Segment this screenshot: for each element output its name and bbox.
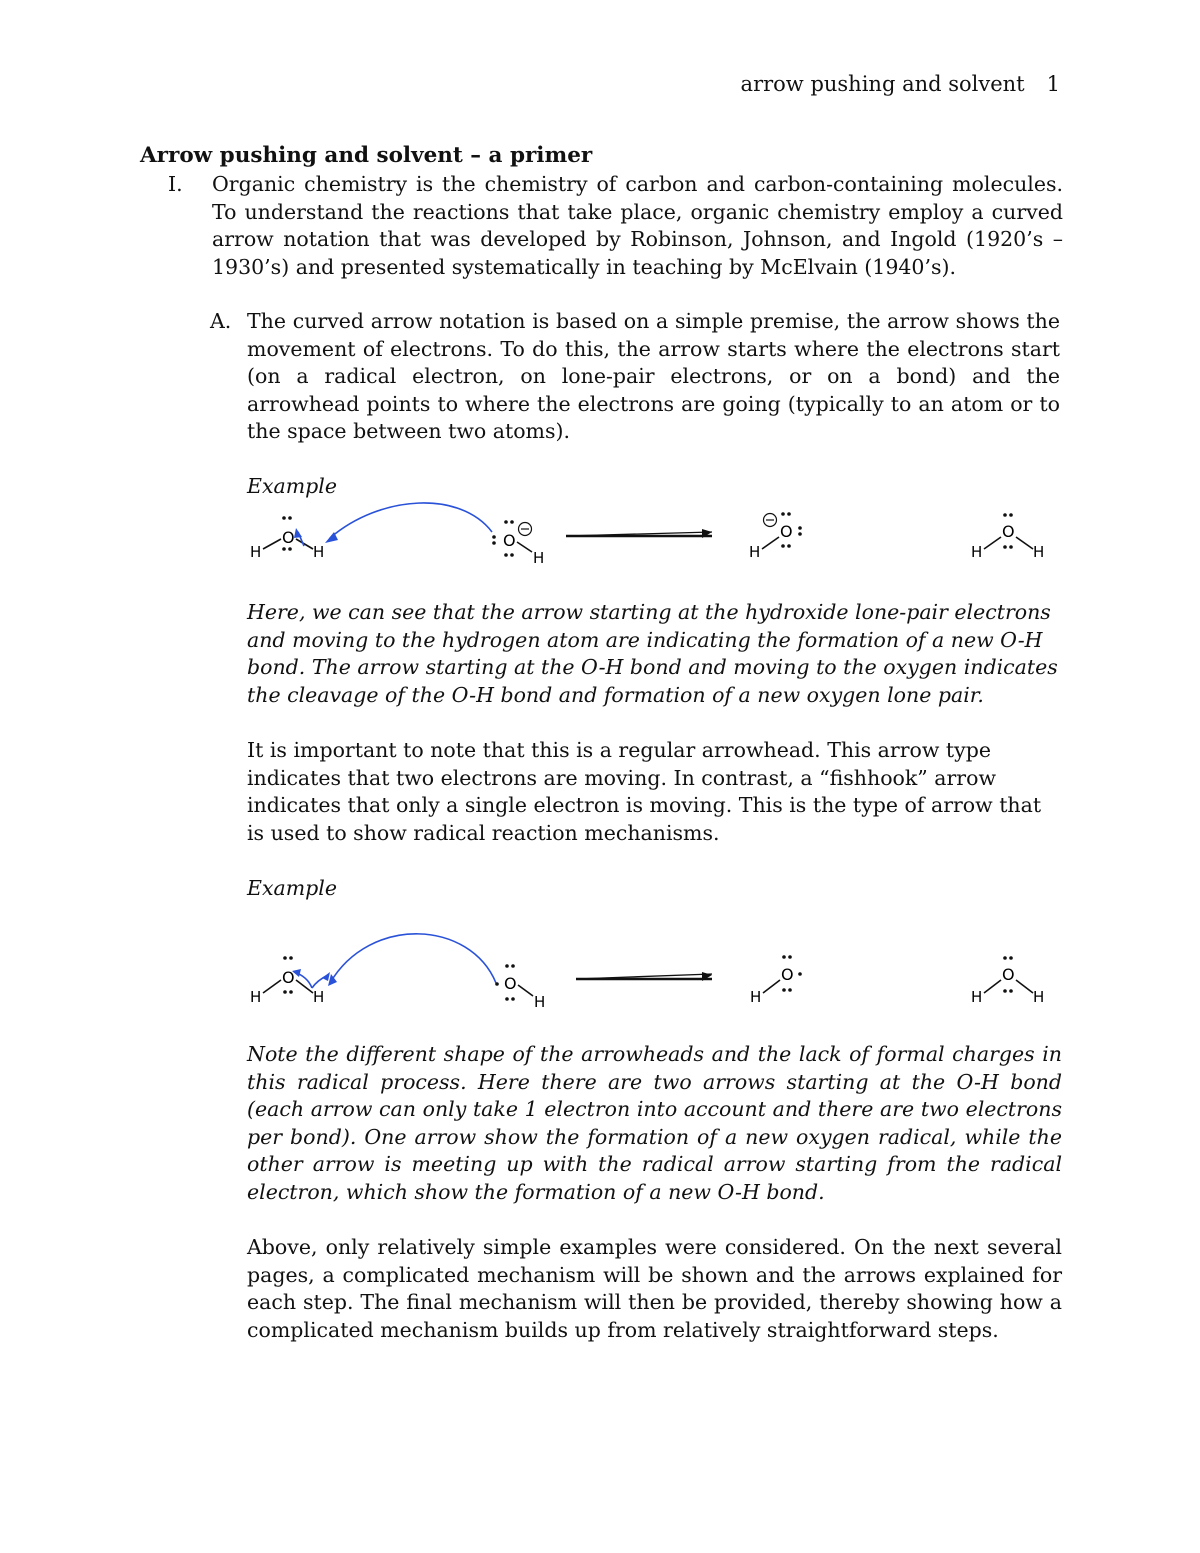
section-i-label: I. [168,172,183,196]
page-number: 1 [1046,72,1060,96]
atom-o: O [1002,522,1015,541]
fishhook-arrow-radical-to-hydrogen [330,934,496,983]
reaction-arrow [566,529,712,538]
example-1-caption: Here, we can see that the arrow starting at the hydroxide lone-pair electrons and moving to the hydrogen atom are indicating the formation of a new O-H bond. The arrow starting at the O-H bond and moving to the oxygen indicates the cleavage of the O-H bond and formation of a new oxygen lone pair. [247,600,1058,707]
atom-o: O [504,974,517,993]
section-a-label: A. [210,309,232,333]
atom-o: O [503,531,516,550]
hydroxide-product [749,512,802,561]
atom-h: H [250,988,262,1006]
water-product [971,956,1044,1006]
reaction-arrow [576,972,712,981]
atom-o: O [781,965,794,984]
atom-h: H [971,988,983,1006]
example-1-label: Example [247,474,337,498]
closing-paragraph: Above, only relatively simple examples were considered. On the next several pages, a complicated mechanism will be shown and the arrows explained for each step. The final mechanism will then be provided, thereby showing how a complicated mechanism builds up from relatively straightforward steps. [247,1235,1062,1342]
example-2-caption: Note the different shape of the arrowheads and the lack of formal charges in this radical process. Here there are two arrows starting at the O-H bond (each arrow can only take 1 electron into account and there are two electrons per bond). One arrow show the formation of a new oxygen radical, while the other arrow is meeting up with the radical arrow starting from the radical electron, which show the formation of a new O-H bond. [247,1042,1062,1204]
atom-h: H [534,993,546,1010]
atom-o: O [282,968,295,987]
water-molecule-1 [250,516,324,561]
arrowhead-note: It is important to note that this is a regular arrowhead. This arrow type indicates that two electrons are moving. In contrast, a “fishhook” arrow indicates that only a single electron is moving. This is the type of arrow that is used to show radical reaction mechanisms. [247,738,1042,845]
running-title: arrow pushing and solvent [740,72,1025,96]
atom-h: H [313,988,325,1006]
hydroxyl-radical-product [750,955,802,1006]
curved-arrow-lone-pair-to-hydrogen [330,503,492,538]
radical-mechanism-scheme [0,920,1200,1010]
hydroxide-ion [492,520,544,567]
atom-h: H [250,543,262,561]
atom-h: H [533,549,545,567]
atom-h: H [313,543,325,561]
atom-o: O [780,522,793,541]
ionic-mechanism-scheme [0,495,1200,575]
atom-h: H [749,543,761,561]
page-title: Arrow pushing and solvent – a primer [140,143,593,168]
atom-h: H [1033,988,1045,1006]
atom-o: O [282,528,295,547]
running-header [741,72,1060,96]
section-i [168,171,1063,281]
section-i-text: Organic chemistry is the chemistry of carbon and carbon-containing molecules. To understand the reactions that take place, organic chemistry employ a curved arrow notation that was developed by Robinson, Johnson, and Ingold (1920’s – 1930’s) and presented systematically in teaching by McElvain (1940’s). [212,172,1063,279]
section-a-text: The curved arrow notation is based on a simple premise, the arrow shows the movement of electrons. To do this, the arrow starts where the electrons start (on a radical electron, on lone-pair electrons, or on a bond) and the arrowhead points to where the electrons are going (typically to an atom or to the space between two atoms). [247,309,1060,443]
water-product [971,513,1044,561]
atom-h: H [1033,543,1045,561]
hydroxyl-radical [495,964,545,1010]
atom-h: H [750,988,762,1006]
atom-h: H [971,543,983,561]
atom-o: O [1002,965,1015,984]
example-2-label: Example [247,876,337,900]
water-molecule-1 [250,956,324,1006]
section-a [210,308,1060,446]
